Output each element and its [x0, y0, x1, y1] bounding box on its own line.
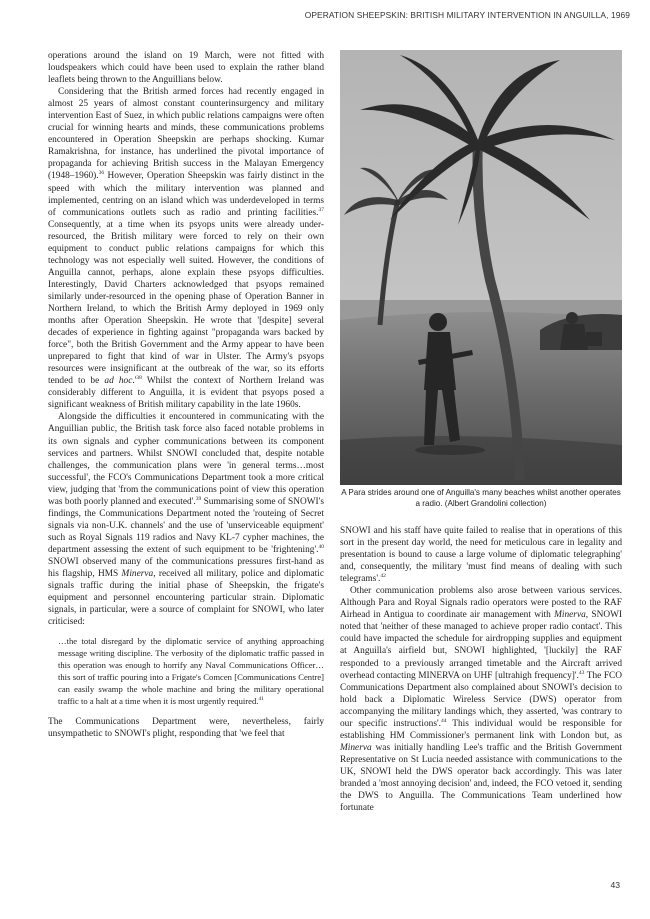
footnote-ref[interactable]: 36 [98, 170, 105, 177]
page-number: 43 [610, 880, 620, 890]
running-header: OPERATION SHEEPSKIN: BRITISH MILITARY INTERVENTION IN ANGUILLA, 1969 [304, 10, 630, 20]
paragraph: Alongside the difficulties it encountered in communicating with the Anguillian public, the British task force also faced notable problems in its own signals and cypher communications between its component services and partners. Whilst SNOWI concluded that, despite notable challenges, the communication plans were 'in general terms…most successful', the FCO's Communications Department took a more critical view, judging that 'from the communications point of view this operation was both poorly planned and executed'.$^{39}$ Summarising some of SNOWI's findings, the Communications Department noted the 'routeing of Secret signals via non-U.K. channels' and the use of 'unserviceable equipment' such as Royal Signals 119 radios and Navy KL-7 cypher machines, the department assessing the extent of such equipment to be 'frightening'.$^{40}$ SNOWI observed many of the communications pressures first-hand as his flagship, HMS Minerva, received all military, police and diplomatic signals traffic during the initial phase of Sheepskin, the frigate's equipment and personnel encountering particular strain. Diplomatic signals, in particular, were a source of complaint for SNOWI, who later criticised: [48, 412, 324, 628]
photo-figure [340, 50, 622, 485]
footnote-ref[interactable]: 37 [318, 206, 324, 213]
footnote-ref[interactable]: 41 [258, 695, 264, 702]
footnote-ref[interactable]: 39 [195, 495, 202, 502]
footnote-ref[interactable]: 42 [380, 573, 386, 580]
block-quote: …the total disregard by the diplomatic service of anything approaching message writing discipline. The verbosity of the diplomatic traffic passed in this operation was enough to horrify any Naval Communications Officer…this sort of traffic pouring into a Frigate's Comcen [Communications Centre] can easily swamp the whole machine and bring the military operational traffic to a halt at a time when it is most urgently required.$^{41}$ [58, 636, 324, 706]
paragraph: The Communications Department were, nevertheless, fairly unsympathetic to SNOWI's plight, responding that 'we feel that [48, 716, 324, 739]
footnote-ref[interactable]: 43 [578, 669, 585, 676]
footnote-ref[interactable]: 44 [440, 717, 447, 724]
beach-photo [340, 50, 622, 485]
right-column [340, 525, 622, 885]
paragraph: operations around the island on 19 March, were not fitted with loudspeakers which could have been used to explain the rather bland leaflets being thrown to the Anguillians below. [48, 51, 324, 86]
footnote-ref[interactable]: 38 [136, 375, 142, 382]
figure-caption: A Para strides around one of Anguilla's many beaches whilst another operates a radio. (Albert Grandolini collection) [341, 488, 621, 508]
paragraph: Other communication problems also arose between various services. Although Para and Royal Signals radio operators were posted to the RAF Airhead in Antigua to coordinate air management with Minerva, SNOWI noted that 'neither of these managed to achieve proper radio contact'. This could have impacted the schedule for airdropping supplies and equipment at Anguilla's airfield but, SNOWI highlighted, '[luckily] the RAF responded to a previously arranged timetable and the Aircraft arrived overhead contacting MINERVA on UHF [ultrahigh frequency]'.$^{43}$ The FCO Communications Department also complained about SNOWI's decision to hold back a Diplomatic Wireless Service (DWS) operator from accompanying the military landings which, they asserted, 'was contrary to our specific instructions'.$^{44}$ This individual would be responsible for establishing HM Commissioner's permanent link with London but, as Minerva was initially handling Lee's traffic and the British Government Representative on St Lucia needed assistance with communications to the UK, SNOWI held the DWS operator back accordingly. This was later branded a 'most annoying decision' and, indeed, the FCO vetoed it, sending the DWS to Anguilla. The Communications Team underlined how fortunate [340, 586, 622, 814]
paragraph: Considering that the British armed forces had recently engaged in almost 25 years of almost constant counterinsurgency and military intervention East of Suez, in which public relations campaigns were often crucial for winning hearts and minds, these communications problems encountered in Operation Sheepskin are perhaps shocking. Kumar Ramakrishna, for instance, has underlined the pivotal importance of propaganda for achieving British success in the Malayan Emergency (1948–1960).$^{36}$ However, Operation Sheepskin was fairly distinct in the speed with which the military intervention was planned and implemented, centring on an island which was underdeveloped in terms of communications outlets such as radio and printing facilities.$^{37}$ Consequently, at a time when its psyops units were already under-resourced, the British military were forced to rely on their own equipment to conduct public relations campaigns for which this technology was not especially well suited. However, the conditions of Anguilla cannot, perhaps, alone explain these psyops difficulties. Interestingly, David Charters acknowledged that psyops remained similarly under-resourced in the opening phase of Operation Banner in Northern Ireland, to which the British Army deployed in 1969 only months after Operation Sheepskin. He wrote that '[despite] several decades of experience in fighting against "propaganda wars backed by force", both the British Government and the Army appear to have been unprepared to fight that kind of war in Ulster. The Army's psyops resources were insignificant at the outbreak of the war, so its efforts tended to be ad $hoc.'^{38}$ Whilst the context of Northern Ireland was considerably different to Anguilla, it is evident that psyops posed a significant weakness of British military capability in the late 1960s. [48, 87, 324, 411]
paragraph: SNOWI and his staff have quite failed to realise that in operations of this sort in the present day world, the need for meticulous care in legality and presentation is bound to cause a large volume of diplomatic telegraphing' and, consequently, the military 'must find means of dealing with such telegrams'.$^{42}$ [340, 526, 622, 585]
left-column [48, 50, 324, 880]
footnote-ref[interactable]: 40 [318, 543, 324, 550]
